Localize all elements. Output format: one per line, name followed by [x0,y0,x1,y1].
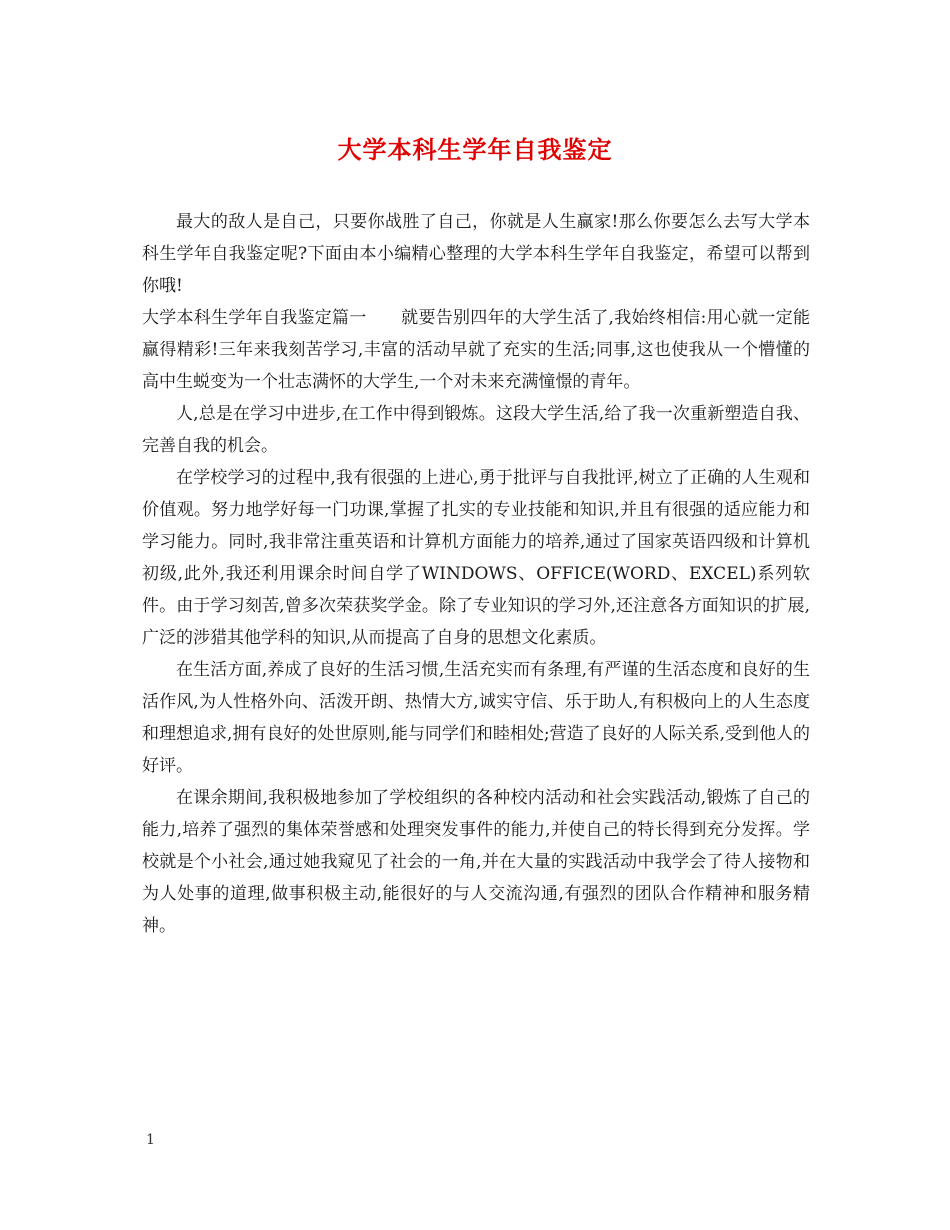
growth-paragraph: 人,总是在学习中进步,在工作中得到锻炼。这段大学生活,给了我一次重新塑造自我、完善自我的机会。 [142,404,810,456]
document-body [142,206,810,942]
activities-paragraph: 在课余期间,我积极地参加了学校组织的各种校内活动和社会实践活动,锻炼了自己的能力,培养了强烈的集体荣誉感和处理突发事件的能力,并使自己的特长得到充分发挥。学校就是个小社会,通过她我窥见了社会的一角,并在大量的实践活动中我学会了待人接物和为人处事的道理,做事积极主动,能很好的与人交流沟通,有强烈的团队合作精神和服务精神。 [142,788,810,936]
page-number: 1 [146,1132,155,1148]
document-title: 大学本科生学年自我鉴定 [337,136,613,164]
intro-paragraph: 最大的敌人是自己，只要你战胜了自己，你就是人生赢家!那么你要怎么去写大学本科生学年自我鉴定呢?下面由本小编精心整理的大学本科生学年自我鉴定，希望可以帮到你哦! [142,212,810,296]
section-one-paragraph: 大学本科生学年自我鉴定篇一 就要告别四年的大学生活了,我始终相信:用心就一定能赢得精彩!三年来我刻苦学习,丰富的活动早就了充实的生活;同事,这也使我从一个懵懂的高中生蜕变为一个壮志满怀的大学生,一个对未来充满憧憬的青年。 [142,308,810,392]
life-paragraph: 在生活方面,养成了良好的生活习惯,生活充实而有条理,有严谨的生活态度和良好的生活作风,为人性格外向、活泼开朗、热情大方,诚实守信、乐于助人,有积极向上的人生态度和理想追求,拥有良好的处世原则,能与同学们和睦相处;营造了良好的人际关系,受到他人的好评。 [142,660,810,776]
study-paragraph: 在学校学习的过程中,我有很强的上进心,勇于批评与自我批评,树立了正确的人生观和价值观。努力地学好每一门功课,掌握了扎实的专业技能和知识,并且有很强的适应能力和学习能力。同时,我非常注重英语和计算机方面能力的培养,通过了国家英语四级和计算机初级,此外,我还利用课余时间自学了WINDOWS、OFFICE(WORD、EXCEL)系列软件。由于学习刻苦,曾多次荣获奖学金。除了专业知识的学习外,还注意各方面知识的扩展,广泛的涉猎其他学科的知识,从而提高了自身的思想文化素质。 [142,468,810,648]
